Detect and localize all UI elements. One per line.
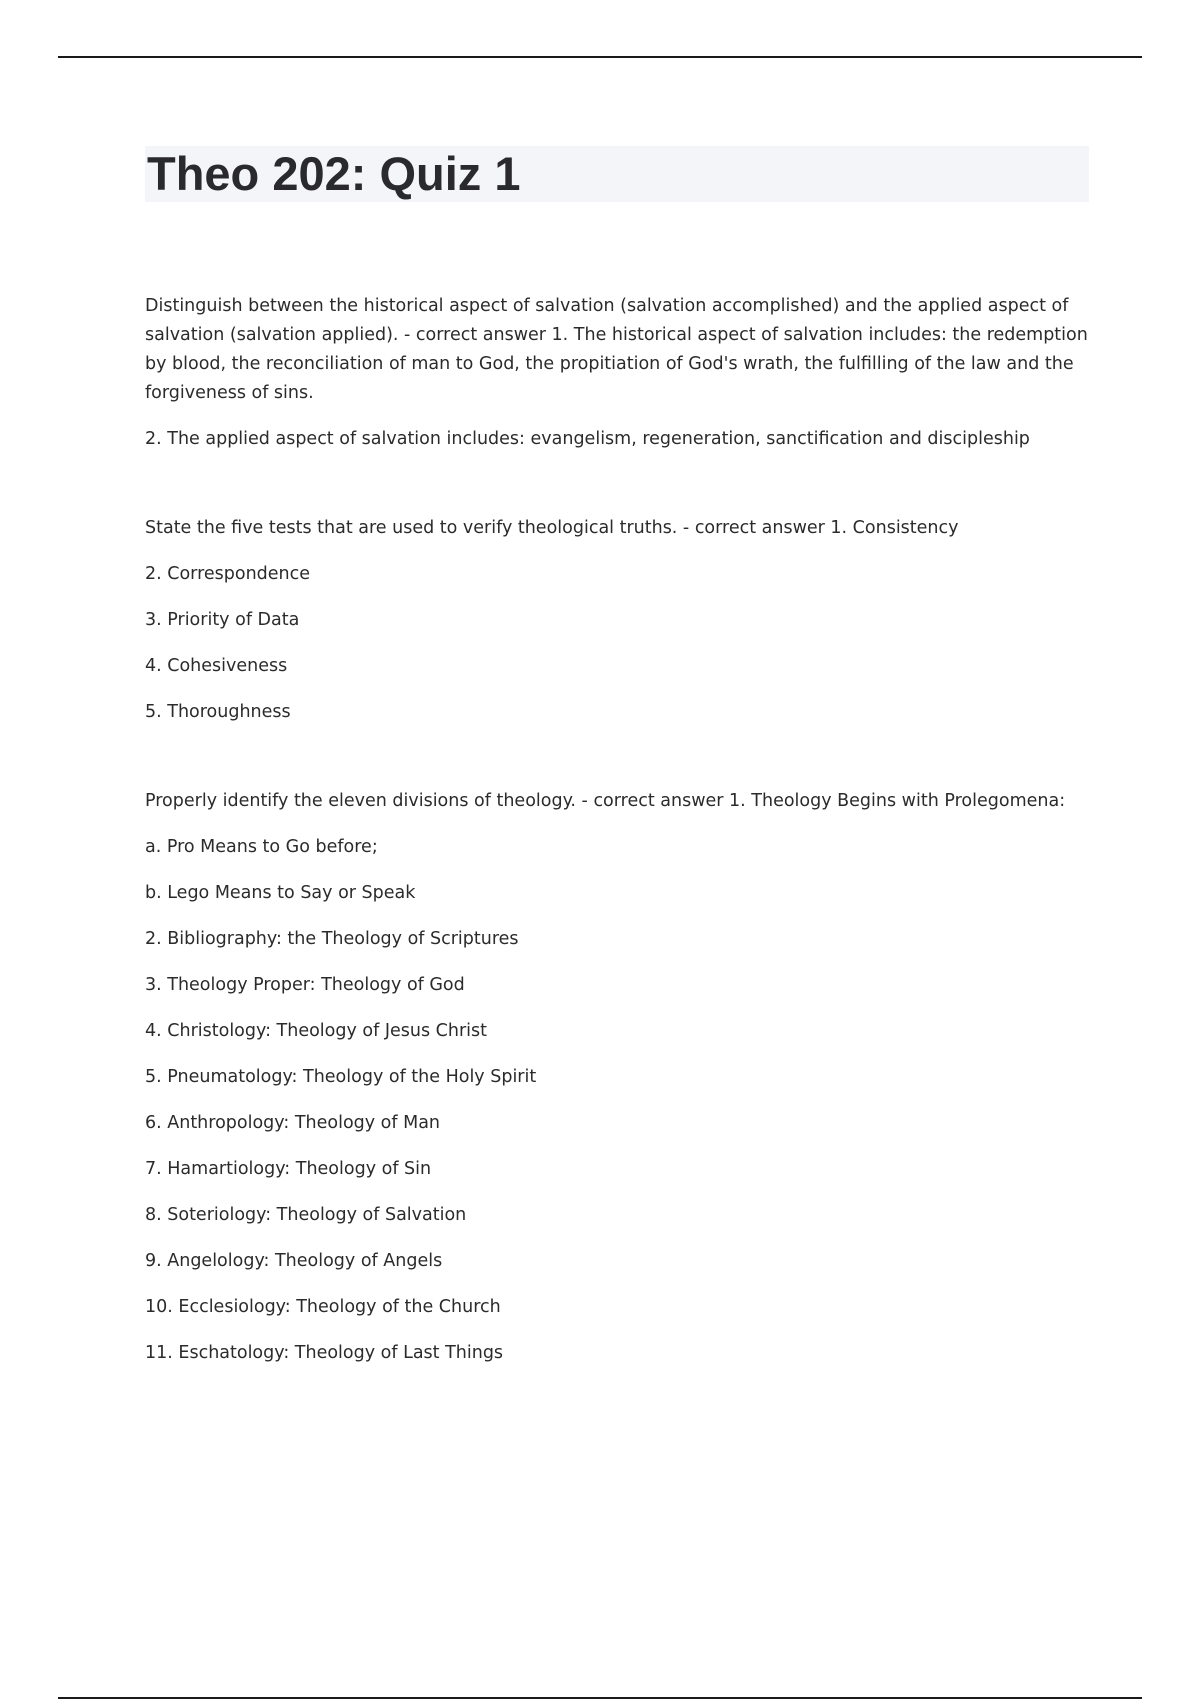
question-3-answer-line: 11. Eschatology: Theology of Last Things [145,1343,504,1363]
question-3-answer-line: 6. Anthropology: Theology of Man [145,1113,441,1133]
question-1-answer-line: 2. The applied aspect of salvation includes: evangelism, regeneration, sanctification and discipleship [145,429,1030,449]
question-3-answer-line: 8. Soteriology: Theology of Salvation [145,1205,467,1225]
document-body [145,292,1090,1368]
question-3-answer-line: 7. Hamartiology: Theology of Sin [145,1159,432,1179]
question-3-answer-line: 10. Ecclesiology: Theology of the Church [145,1297,501,1317]
question-3-answer-line: 5. Pneumatology: Theology of the Holy Spirit [145,1067,537,1087]
question-3-answer-line: 9. Angelology: Theology of Angels [145,1251,443,1271]
bottom-rule [58,1697,1142,1699]
question-2-answer-line: 3. Priority of Data [145,610,300,630]
question-2-prompt: State the five tests that are used to verify theological truths. - correct answer 1. Consistency [145,518,959,538]
question-block-1 [145,292,1090,454]
question-3-answer-line: 4. Christology: Theology of Jesus Christ [145,1021,487,1041]
question-3-answer-line: b. Lego Means to Say or Speak [145,883,416,903]
question-block-3 [145,787,1090,1368]
question-2-answer-line: 4. Cohesiveness [145,656,288,676]
page-title: Theo 202: Quiz 1 [147,147,521,200]
question-3-answer-line: 3. Theology Proper: Theology of God [145,975,465,995]
question-block-2 [145,514,1090,727]
question-3-prompt: Properly identify the eleven divisions of theology. - correct answer 1. Theology Begins with Prolegomena: [145,791,1066,811]
question-3-answer-line: 2. Bibliography: the Theology of Scriptures [145,929,519,949]
question-2-answer-line: 2. Correspondence [145,564,311,584]
question-2-answer-line: 5. Thoroughness [145,702,291,722]
question-3-answer-line: a. Pro Means to Go before; [145,837,378,857]
question-1-prompt: Distinguish between the historical aspect of salvation (salvation accomplished) and the applied aspect of salvation (salvation applied). - correct answer 1. The historical aspect of salvation includes: the redemption by blood, the reconciliation of man to God, the propitiation of God's wrath, the fulfilling of the law and the forgiveness of sins. [145,296,1088,403]
top-rule [58,56,1142,58]
